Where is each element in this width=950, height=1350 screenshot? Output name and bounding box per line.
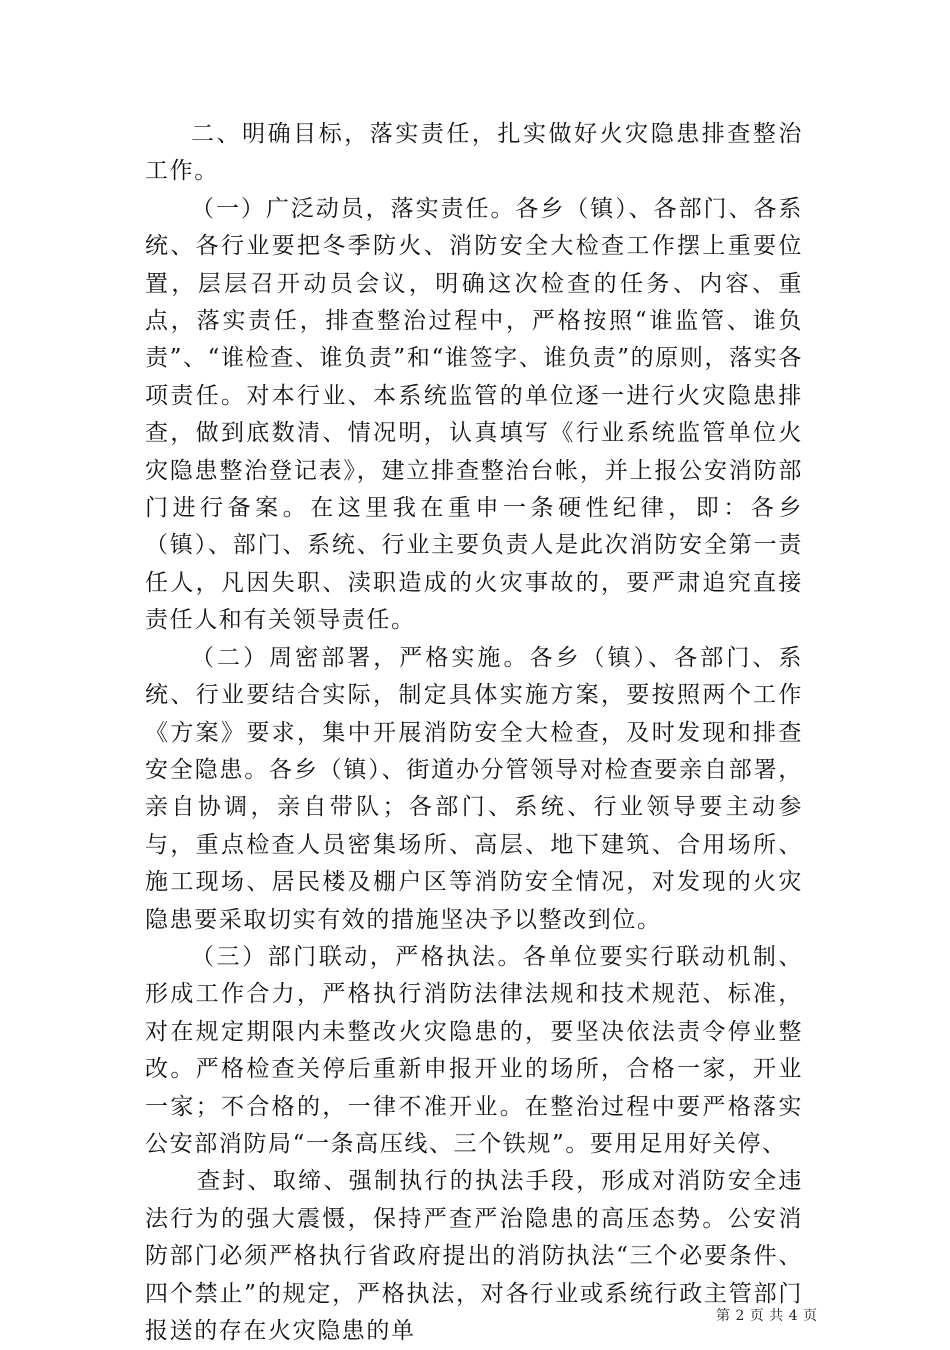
section-heading: 二、明确目标，落实责任，扎实做好火灾隐患排查整治工作。	[145, 121, 803, 185]
paragraph-3: （三）部门联动，严格执法。各单位要实行联动机制、形成工作合力，严格执行消防法律法规和技术规范、标准，对在规定期限内未整改火灾隐患的，要坚决依法责令停业整改。严格检查关停后重新申报开业的场所，合格一家，开业一家；不合格的，一律不准开业。在整治过程中要严格落实公安部消防局“一条高压线、三个铁规”。要用足用好关停、	[145, 943, 803, 1157]
paragraph-2: （二）周密部署，严格实施。各乡（镇）、各部门、系统、行业要结合实际，制定具体实施方案，要按照两个工作《方案》要求，集中开展消防安全大检查，及时发现和排查安全隐患。各乡（镇）、街道办分管领导对检查要亲自部署，亲自协调，亲自带队；各部门、系统、行业领导要主动参与，重点检查人员密集场所、高层、地下建筑、合用场所、施工现场、居民楼及棚户区等消防安全情况，对发现的火灾隐患要采取切实有效的措施坚决予以整改到位。	[145, 644, 803, 933]
paragraph-4: 查封、取缔、强制执行的执法手段，形成对消防安全违法行为的强大震慑，保持严查严治隐患的高压态势。公安消防部门必须严格执行省政府提出的消防执法“三个必要条件、四个禁止”的规定，严格执法，对各行业或系统行政主管部门报送的存在火灾隐患的单	[145, 1168, 803, 1344]
paragraph-1: （一）广泛动员，落实责任。各乡（镇）、各部门、各系统、各行业要把冬季防火、消防安全大检查工作摆上重要位置，层层召开动员会议，明确这次检查的任务、内容、重点，落实责任，排查整治过程中，严格按照“谁监管、谁负责”、“谁检查、谁负责”和“谁签字、谁负责”的原则，落实各项责任。对本行业、本系统监管的单位逐一进行火灾隐患排查，做到底数清、情况明，认真填写《行业系统监管单位火灾隐患整治登记表》，建立排查整治台帐，并上报公安消防部门进行备案。在这里我在重申一条硬性纪律，即：各乡（镇）、部门、系统、行业主要负责人是此次消防安全第一责任人，凡因失职、渎职造成的火灾事故的，要严肃追究直接责任人和有关领导责任。	[145, 195, 803, 634]
page-number-footer: 第 2 页 共 4 页	[716, 1308, 818, 1324]
document-body	[145, 116, 803, 1350]
